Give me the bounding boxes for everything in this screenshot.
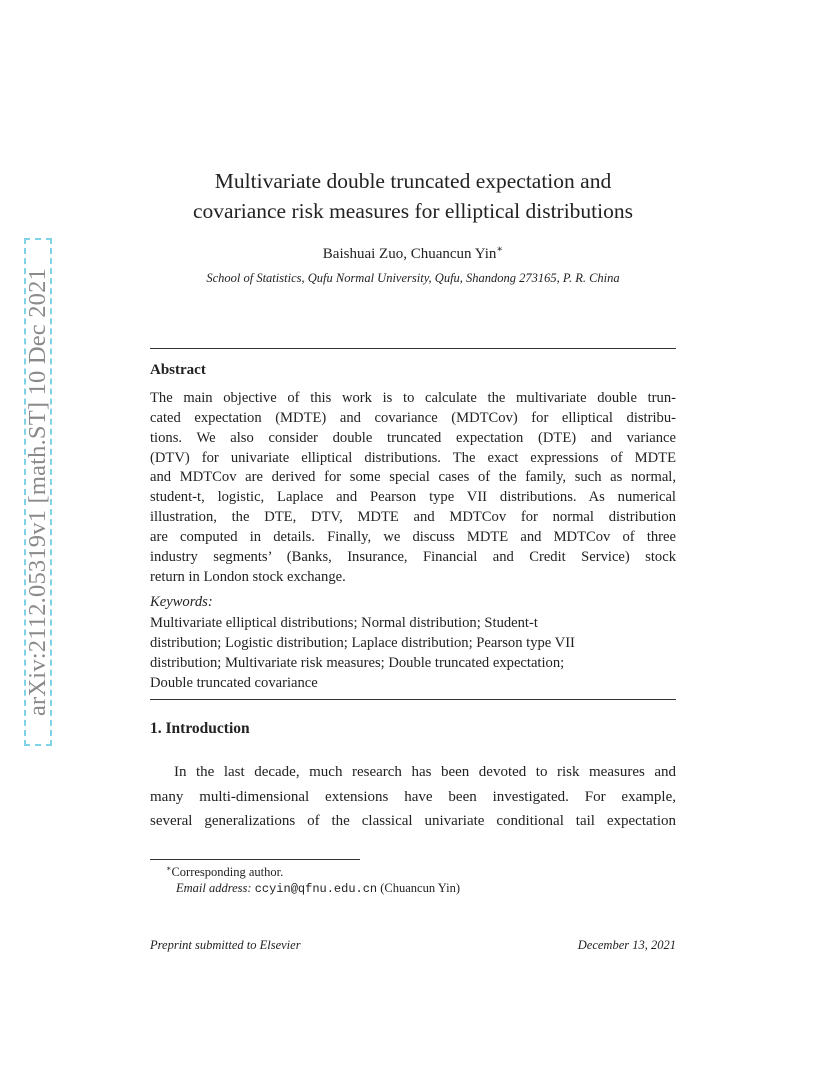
abstract-line: industry segments’ (Banks, Insurance, Financial and Credit Service) stock bbox=[150, 548, 676, 565]
keywords-line: Double truncated covariance bbox=[150, 675, 318, 691]
section-heading-introduction: 1. Introduction bbox=[150, 720, 250, 737]
keywords-line: distribution; Multivariate risk measures; Double truncated expectation; bbox=[150, 655, 565, 671]
footnote-rule bbox=[150, 859, 360, 860]
arxiv-stamp bbox=[24, 238, 52, 746]
abstract-body bbox=[150, 389, 676, 587]
footnote-email bbox=[176, 881, 702, 896]
email-address-link[interactable]: ccyin@qfnu.edu.cn bbox=[254, 882, 378, 896]
abstract-line: and MDTCov are derived for some special cases of the family, such as normal, bbox=[150, 469, 676, 486]
title-line: covariance risk measures for elliptical distributions bbox=[192, 199, 633, 223]
abstract-line: return in London stock exchange. bbox=[150, 568, 346, 585]
intro-line: several generalizations of the classical univariate conditional tail expectation bbox=[150, 813, 676, 829]
paper-title bbox=[150, 166, 676, 226]
abstract-line: student-t, logistic, Laplace and Pearson type VII distributions. As numerical bbox=[150, 489, 676, 506]
abstract-line: The main objective of this work is to calculate the multivariate double trun- bbox=[150, 390, 676, 406]
abstract-top-rule bbox=[150, 348, 676, 349]
preprint-note: Preprint submitted to Elsevier bbox=[150, 938, 301, 952]
abstract-bottom-rule bbox=[150, 699, 676, 700]
introduction-body bbox=[150, 760, 676, 834]
arxiv-id: arXiv:2112.05319v1 [math.ST] 10 Dec 2021 bbox=[23, 267, 51, 717]
abstract-line: (DTV) for univariate elliptical distributions. The exact expressions of MDTE bbox=[150, 449, 676, 466]
footnote-corresponding bbox=[166, 864, 692, 880]
keywords-label: Keywords: bbox=[150, 594, 213, 610]
abstract-line: tions. We also consider double truncated expectation (DTE) and variance bbox=[150, 429, 676, 446]
corresponding-mark: ∗ bbox=[496, 244, 504, 255]
keywords-line: Multivariate elliptical distributions; Normal distribution; Student-t bbox=[150, 615, 538, 631]
footnote-mark: ∗ bbox=[166, 864, 172, 873]
abstract-line: illustration, the DTE, DTV, MDTE and MDTCov for normal distribution bbox=[150, 509, 676, 526]
preprint-date: December 13, 2021 bbox=[577, 938, 676, 952]
abstract-line: are computed in details. Finally, we discuss MDTE and MDTCov of three bbox=[150, 528, 676, 545]
intro-line: In the last decade, much research has been devoted to risk measures and bbox=[174, 764, 676, 780]
keywords-line: distribution; Logistic distribution; Laplace distribution; Pearson type VII bbox=[150, 635, 575, 651]
abstract-line: cated expectation (MDTE) and covariance (MDTCov) for elliptical distribu- bbox=[150, 409, 676, 426]
affiliation: School of Statistics, Qufu Normal University, Qufu, Shandong 273165, P. R. China bbox=[206, 271, 620, 285]
footnote-text: Corresponding author. bbox=[171, 865, 284, 880]
email-owner: (Chuancun Yin) bbox=[380, 881, 460, 895]
intro-line: many multi-dimensional extensions have been investigated. For example, bbox=[150, 788, 676, 805]
author-list bbox=[150, 244, 676, 263]
title-line: Multivariate double truncated expectation and bbox=[214, 169, 612, 193]
keywords-list bbox=[150, 613, 676, 693]
authors-text: Baishuai Zuo, Chuancun Yin bbox=[322, 246, 497, 262]
email-label: Email address: bbox=[176, 881, 252, 895]
abstract-heading: Abstract bbox=[150, 362, 206, 378]
